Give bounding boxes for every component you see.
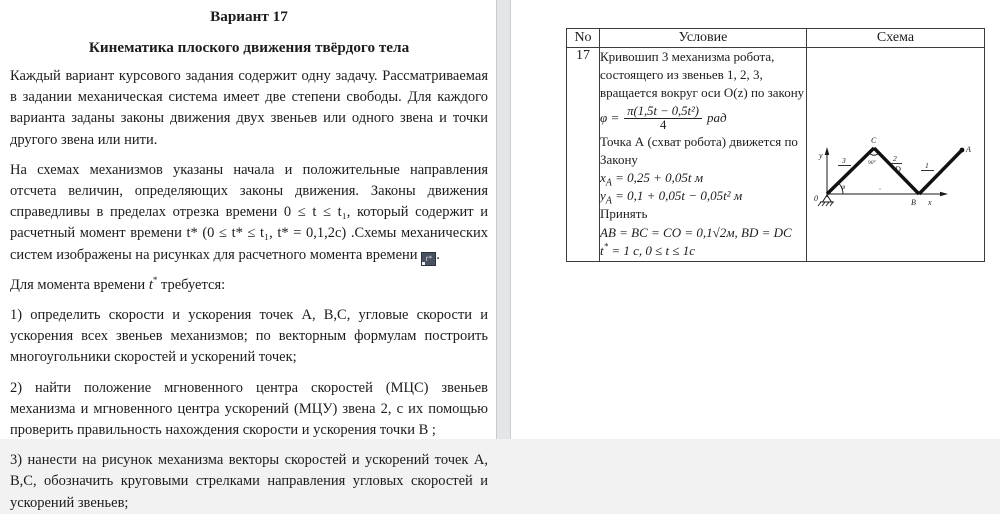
ya-sub: A bbox=[605, 195, 612, 207]
tstar-base: t bbox=[600, 242, 604, 258]
ya-formula bbox=[600, 187, 806, 205]
schemes-paragraph-text: На схемах механизмов указаны начала и положительные направления отсчета величин, определяющих законы движения. Законы движения справедливы в пределах отрезка времени 0 ≤ t ≤ t₁, который содержит и расчетный момент времени t* (0 ≤ t* ≤ t₁, t* = 0,1,2c) .Схемы механических систем изображены на рисунках для расчетного момента времени bbox=[10, 161, 488, 263]
scan-speck bbox=[879, 188, 880, 189]
ya-base: y bbox=[600, 188, 606, 204]
task-item-2: 2) найти положение мгновенного центра скоростей (МЦС) звеньев механизма и мгновенного центра ускорений (МЦУ) звена 2, с их помощью проверить правильность нахождения скорости и ускорения точки В ; bbox=[10, 379, 488, 439]
tstar-formula bbox=[600, 242, 806, 260]
lead-sup-star: * bbox=[152, 275, 158, 285]
link-1-label: 1 bbox=[925, 161, 929, 170]
link-3-label: 3 bbox=[842, 156, 846, 165]
condition-line-1: Кривошип 3 механизма робота, bbox=[600, 49, 775, 64]
section-title: Кинематика плоского движения твёрдого тела bbox=[88, 39, 410, 56]
tstar-rest: = 1 c, 0 ≤ t ≤ 1c bbox=[608, 242, 696, 258]
xa-base: x bbox=[600, 170, 606, 186]
y-axis-arrow-icon bbox=[825, 147, 830, 155]
header-condition: Условие bbox=[600, 29, 807, 48]
condition-line-6: Принять bbox=[600, 206, 648, 222]
task-item-3: 3) нанести на рисунок механизма векторы скоростей и ускорений точек А, В,С, обозначить круговыми стрелками направления угловых скоростей и ускорений звеньев; bbox=[10, 452, 488, 511]
lead-text-after: требуется: bbox=[157, 276, 226, 293]
inline-equation-label: t* bbox=[425, 253, 432, 263]
xa-rest: = 0,25 + 0,05t м bbox=[611, 170, 704, 186]
xa-sub: A bbox=[605, 177, 612, 189]
y-axis-label: y bbox=[819, 151, 823, 160]
table-row bbox=[567, 48, 985, 262]
xa-formula bbox=[600, 169, 806, 187]
point-a-marker bbox=[960, 148, 965, 153]
condition-line-3: вращается вокруг оси O(z) по закону bbox=[600, 85, 805, 101]
origin-label: 0 bbox=[814, 194, 818, 203]
link-2-label: 2 bbox=[893, 154, 897, 163]
right-angle-label: 90° bbox=[868, 160, 876, 166]
header-no: No bbox=[567, 29, 600, 48]
inline-equation-object[interactable] bbox=[421, 252, 436, 266]
task-table bbox=[566, 28, 985, 262]
point-a-label: A bbox=[966, 145, 971, 154]
mechanism-diagram bbox=[807, 121, 983, 221]
page-separator bbox=[496, 0, 511, 439]
condition-cell bbox=[600, 48, 807, 262]
schemes-paragraph-period: . bbox=[436, 246, 440, 263]
document-text bbox=[0, 0, 496, 514]
phi-unit: рад bbox=[706, 109, 727, 125]
point-d-label: D bbox=[895, 165, 901, 174]
condition-line-2: состоящего из звеньев 1, 2, 3, bbox=[600, 67, 763, 83]
support-hatching bbox=[818, 202, 834, 206]
variant-title: Вариант 17 bbox=[210, 8, 288, 25]
phi-numerator: π(1,5t − 0,5t²) bbox=[624, 104, 702, 119]
point-b-label: B bbox=[911, 198, 916, 207]
phi-lhs: φ = bbox=[600, 109, 620, 125]
right-page bbox=[511, 0, 1000, 439]
x-axis-arrow-icon bbox=[940, 192, 948, 197]
tstar-sup: * bbox=[603, 241, 609, 252]
lead-var-t: t bbox=[148, 276, 153, 293]
task-number-cell: 17 bbox=[567, 48, 600, 262]
schemes-paragraph bbox=[10, 160, 488, 266]
condition-line-4: Точка А (схват робота) движется по bbox=[600, 133, 798, 149]
lead-text-before: Для момента времени bbox=[10, 276, 149, 293]
phi-fraction bbox=[624, 104, 702, 132]
ya-rest: = 0,1 + 0,05t − 0,05t² м bbox=[611, 188, 743, 204]
point-c-label: C bbox=[871, 136, 877, 145]
left-page bbox=[0, 0, 496, 511]
link-1-arm bbox=[919, 150, 962, 194]
phi-angle-label: φ bbox=[841, 182, 846, 191]
phi-formula bbox=[600, 103, 806, 133]
schema-cell bbox=[807, 48, 985, 262]
header-schema: Схема bbox=[807, 29, 985, 48]
condition-line-5: Закону bbox=[600, 151, 638, 167]
phi-denominator: 4 bbox=[659, 117, 667, 132]
link-3-crank bbox=[827, 148, 874, 194]
lengths-formula: AB = BC = CO = 0,1√2м, BD = DC bbox=[600, 224, 792, 240]
requirements-lead bbox=[10, 275, 488, 296]
table-header-row bbox=[567, 29, 985, 48]
task-item-1: 1) определить скорости и ускорения точек А, В,С, угловые скорости и ускорения всех звеньев механизмов; по векторным формулам построить многоугольники скоростей и ускорений точек; bbox=[10, 307, 488, 366]
x-axis-label: x bbox=[928, 198, 932, 207]
intro-paragraph: Каждый вариант курсового задания содержит одну задачу. Рассматриваемая в задании механическая система имеет две степени свободы. Для каждого варианта заданы законы движения двух звеньев или одного звена и точки другого звена или нити. bbox=[10, 68, 488, 148]
